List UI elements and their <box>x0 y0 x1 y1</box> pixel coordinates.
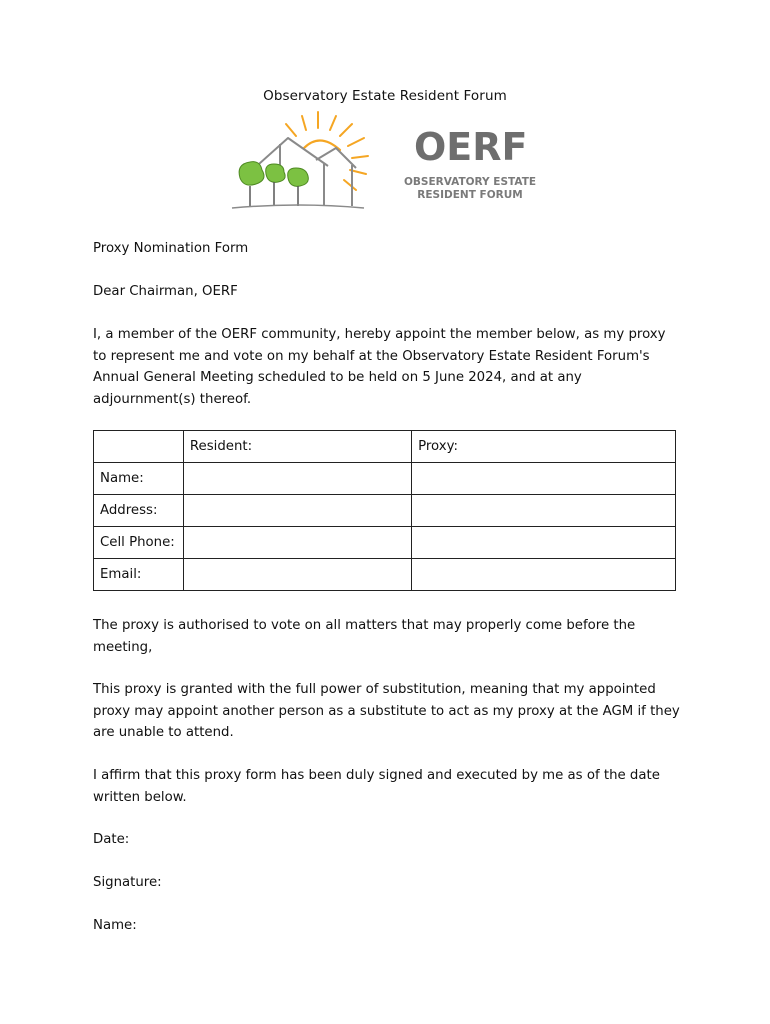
salutation: Dear Chairman, OERF <box>93 284 238 299</box>
row-label-name: Name: <box>94 463 184 495</box>
table-row <box>94 495 676 527</box>
table-header-resident: Resident: <box>183 431 411 463</box>
header-title: Observatory Estate Resident Forum <box>263 88 507 104</box>
substitution-paragraph: This proxy is granted with the full power of substitution, meaning that my appointed proxy may appoint another person as a substitute to act as my proxy at the AGM if they are unable to attend. <box>93 682 680 740</box>
table-header-empty <box>94 431 184 463</box>
table-header-proxy: Proxy: <box>412 431 676 463</box>
table-row <box>94 527 676 559</box>
name-label: Name: <box>93 918 137 933</box>
date-label: Date: <box>93 832 130 847</box>
row-label-cell-phone: Cell Phone: <box>94 527 184 559</box>
row-label-email: Email: <box>94 559 184 591</box>
proxy-address-field[interactable] <box>412 495 676 527</box>
proxy-name-field[interactable] <box>412 463 676 495</box>
proxy-email-field[interactable] <box>412 559 676 591</box>
logo-main-text: OERF <box>414 125 528 169</box>
proxy-details-table <box>93 430 676 591</box>
affirm-paragraph: I affirm that this proxy form has been duly signed and executed by me as of the date written below. <box>93 768 660 805</box>
resident-address-field[interactable] <box>183 495 411 527</box>
authorised-paragraph: The proxy is authorised to vote on all matters that may properly come before the meeting, <box>93 618 636 655</box>
table-header-row <box>94 431 676 463</box>
form-title: Proxy Nomination Form <box>93 241 249 256</box>
oerf-logo <box>228 110 548 216</box>
resident-cell-phone-field[interactable] <box>183 527 411 559</box>
logo-illustration <box>228 110 408 216</box>
logo-sub-line-2: RESIDENT FORUM <box>417 189 523 201</box>
table-row <box>94 463 676 495</box>
row-label-address: Address: <box>94 495 184 527</box>
ground-line <box>232 205 364 208</box>
proxy-cell-phone-field[interactable] <box>412 527 676 559</box>
table-row <box>94 559 676 591</box>
logo-sub-line-1: OBSERVATORY ESTATE <box>403 176 537 188</box>
tree-icon <box>239 162 308 206</box>
intro-paragraph: I, a member of the OERF community, hereby appoint the member below, as my proxy to represent me and vote on my behalf at the Observatory Estate Resident Forum's Annual General Meeting scheduled to be held on 5 June 2024, and at any adjournment(s) thereof. <box>93 327 666 407</box>
signature-label: Signature: <box>93 875 162 890</box>
resident-email-field[interactable] <box>183 559 411 591</box>
resident-name-field[interactable] <box>183 463 411 495</box>
